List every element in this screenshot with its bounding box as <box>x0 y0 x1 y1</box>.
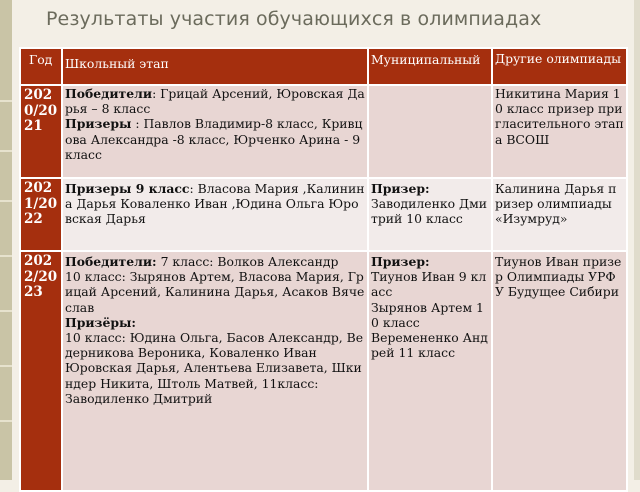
header-school-stage: Школьный этап <box>62 48 368 85</box>
header-year: Год <box>20 48 62 85</box>
school-stage-cell <box>62 178 368 251</box>
school-entry: Победители: 7 класс: Волков Александр <box>65 254 339 269</box>
municipal-cell <box>368 251 492 491</box>
year-cell: 2021/2022 <box>20 178 62 251</box>
school-stage-cell <box>62 85 368 178</box>
year-cell: 2022/2023 <box>20 251 62 491</box>
municipal-entry: Веремененко Андрей 11 класс <box>371 330 488 361</box>
header-other-olympiads: Другие олимпиады <box>492 48 627 85</box>
table-header-row <box>20 48 627 85</box>
school-entry: Заводиленко Дмитрий <box>65 390 213 406</box>
school-entry: Призёры: <box>65 314 137 330</box>
olympiad-results-table <box>19 47 628 492</box>
school-entry: 10 класс: Юдина Ольга, Басов Александр, Ведерникова Вероника, Коваленко Иван <box>65 330 364 361</box>
municipal-cell <box>368 178 492 251</box>
right-decorative-strip <box>634 0 640 480</box>
municipal-cell <box>368 85 492 178</box>
other-olympiads-cell: Калинина Дарья призер олимпиады «Изумруд» <box>492 178 627 251</box>
table-row <box>20 85 627 178</box>
school-entry: Юровская Дарья, Алентьева Елизавета, Шкиндер Никита, Штоль Матвей, 11класс: <box>65 360 362 391</box>
table-row <box>20 178 627 251</box>
year-cell: 2020/2021 <box>20 85 62 178</box>
school-entry: 10 класс: Зырянов Артем, Власова Мария, Грицай Арсений, Калинина Дарья, Асаков Вячеслав <box>65 269 365 315</box>
other-olympiads-cell: Никитина Мария 10 класс призер пригласительного этапа ВСОШ <box>492 85 627 178</box>
table-row <box>20 251 627 491</box>
school-entry: Победители: Грицай Арсений, Юровская Дарья – 8 класс <box>65 86 365 117</box>
left-decorative-strip <box>0 0 12 480</box>
header-municipal: Муниципальный <box>368 48 492 85</box>
school-entry: Призеры : Павлов Владимир-8 класс, Кривцова Александра -8 класс, Юрченко Арина - 9 класс <box>65 116 363 162</box>
school-stage-cell <box>62 251 368 491</box>
other-olympiads-cell: Тиунов Иван призер Олимпиады УРФУ Будущее Сибири <box>492 251 627 491</box>
municipal-entry: Тиунов Иван 9 класс <box>371 269 487 300</box>
results-table-wrapper <box>19 47 626 487</box>
municipal-entry: Зырянов Артем 10 класс <box>371 299 484 330</box>
municipal-entry: Заводиленко Дмитрий 10 класс <box>371 196 488 227</box>
municipal-label: Призер: <box>371 254 430 269</box>
municipal-label: Призер: <box>371 181 430 196</box>
school-entry: Призеры 9 класс: Власова Мария ,Калинина Дарья Коваленко Иван ,Юдина Ольга Юровская Дарья <box>65 181 365 227</box>
page-title: Результаты участия обучающихся в олимпиадах <box>46 8 542 30</box>
